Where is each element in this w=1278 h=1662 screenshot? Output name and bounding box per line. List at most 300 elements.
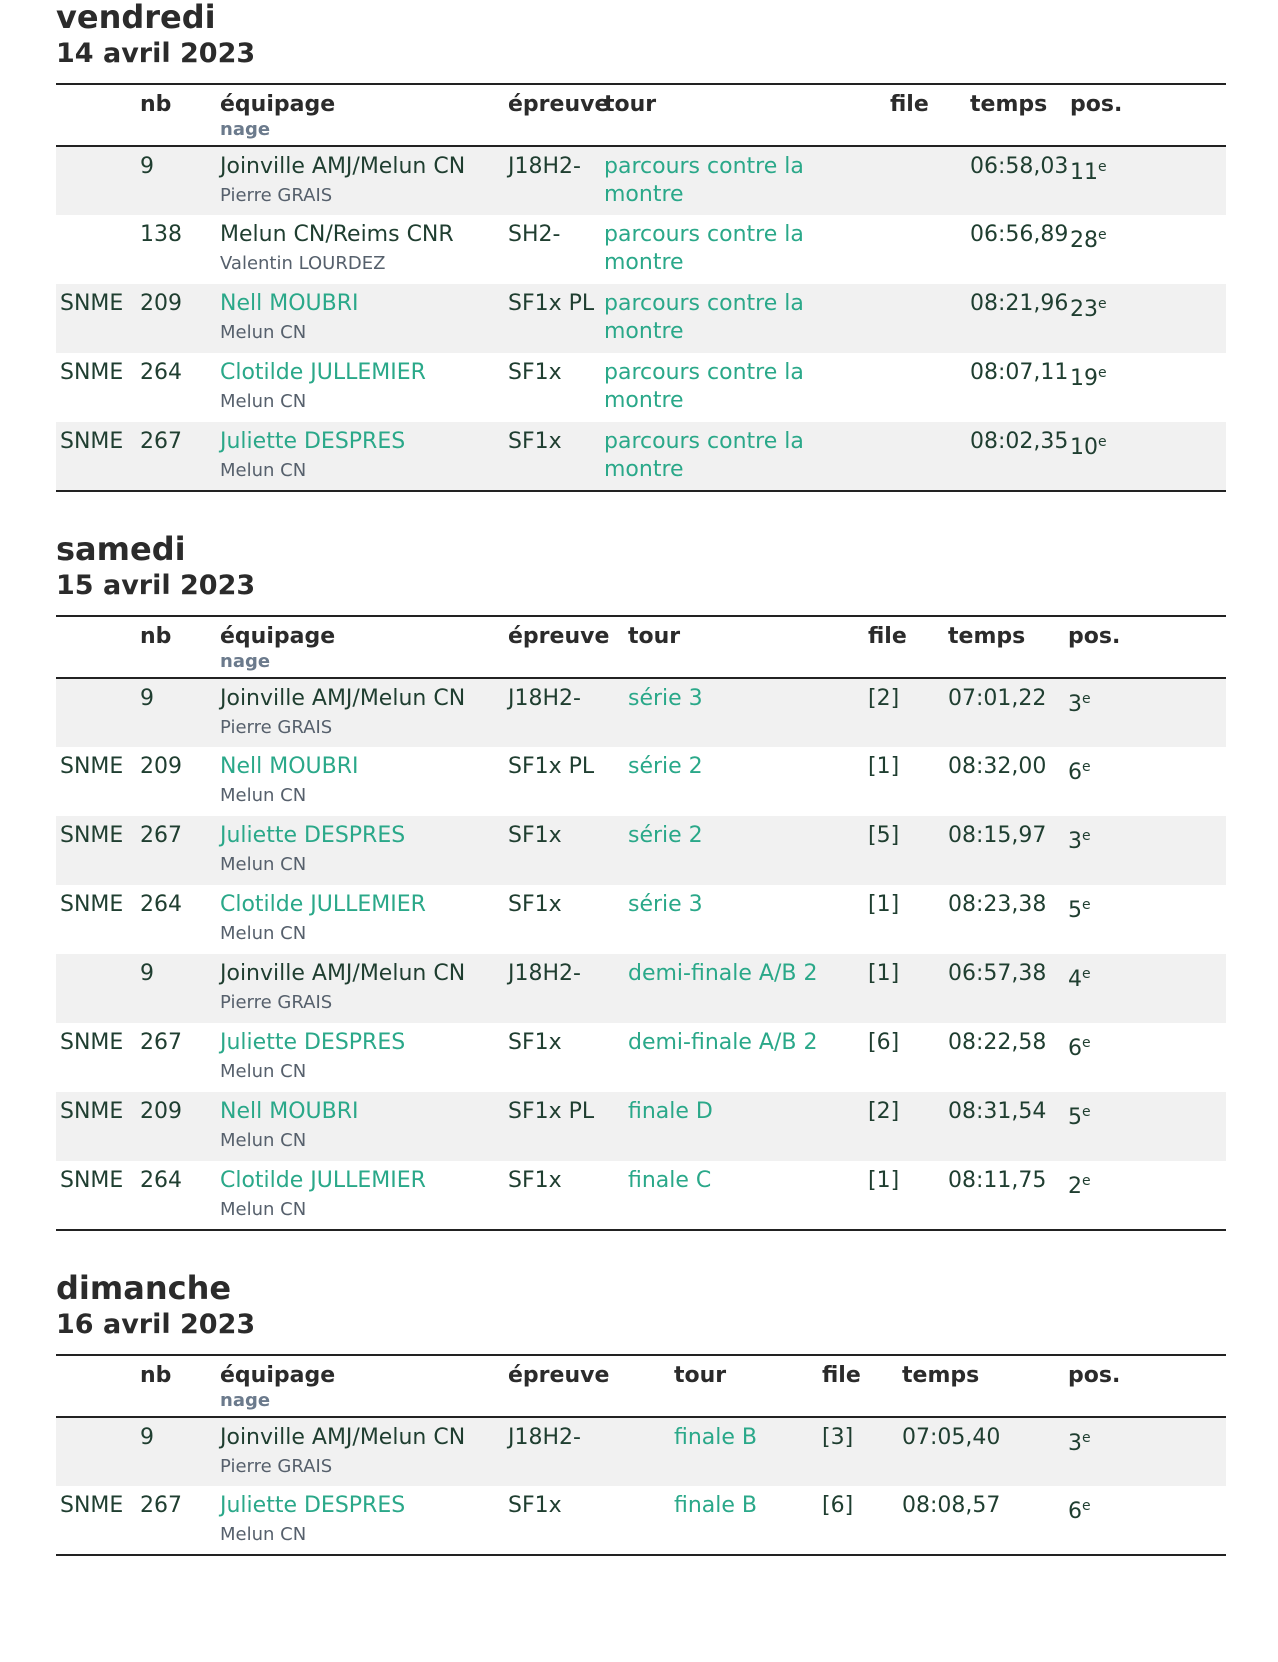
round-link[interactable]: série 3	[628, 686, 703, 711]
position	[1070, 422, 1222, 462]
lane-cell	[818, 1486, 898, 1555]
header-time: temps	[948, 624, 1026, 649]
event-cell	[504, 678, 624, 747]
club-code: SNME	[60, 823, 124, 848]
race-time: 07:01,22	[948, 686, 1047, 711]
crew-link[interactable]: Juliette DESPRES	[220, 429, 406, 454]
header-nb: nb	[140, 92, 172, 117]
bib-number: 267	[140, 1493, 182, 1518]
lane-number: [3]	[822, 1425, 854, 1450]
round-cell	[624, 747, 864, 816]
event-code: SF1x PL	[508, 754, 595, 779]
time-cell	[966, 422, 1069, 491]
lane-cell	[864, 1023, 944, 1092]
event-code: SF1x	[508, 360, 562, 385]
event-code: SF1x	[508, 1493, 562, 1518]
position-value: 11	[1070, 160, 1098, 185]
crew-cell	[216, 1092, 504, 1161]
table-row	[56, 1417, 1226, 1486]
round-cell	[600, 353, 886, 422]
lane-number	[890, 284, 962, 290]
event-code: SF1x PL	[508, 1099, 595, 1124]
time-cell	[966, 146, 1069, 215]
round-link[interactable]: série 3	[628, 892, 703, 917]
club-code: SNME	[60, 429, 124, 454]
lane-number: [5]	[868, 823, 900, 848]
position-cell	[1064, 678, 1226, 747]
position-cell	[1064, 1486, 1226, 1555]
club-code: SNME	[60, 360, 124, 385]
table-row	[56, 747, 1226, 816]
header-lane: file	[890, 92, 929, 117]
position-suffix: e	[1082, 1035, 1091, 1051]
bib-cell	[136, 1417, 216, 1486]
crew-cell	[216, 146, 504, 215]
event-cell	[504, 146, 600, 215]
header-club	[56, 1355, 136, 1417]
round-link[interactable]: demi-finale A/B 2	[628, 1030, 818, 1055]
crew-sub: Pierre GRAIS	[220, 1456, 333, 1477]
crew-cell	[216, 1486, 504, 1555]
header-crew-label: équipage	[220, 1363, 336, 1388]
crew-cell	[216, 215, 504, 284]
bib-cell	[136, 816, 216, 885]
lane-cell	[864, 954, 944, 1023]
day-name: vendredi	[56, 0, 216, 36]
table-row	[56, 422, 1226, 491]
lane-number: [1]	[868, 754, 900, 779]
header-pos: pos.	[1068, 624, 1121, 649]
bib-number: 267	[140, 823, 182, 848]
position	[1068, 954, 1222, 994]
club-code	[60, 147, 132, 153]
crew-cell	[216, 747, 504, 816]
header-club	[56, 84, 136, 146]
crew-cell	[216, 353, 504, 422]
event-code: SF1x	[508, 429, 562, 454]
bib-cell	[136, 954, 216, 1023]
position-value: 23	[1070, 297, 1098, 322]
bib-number: 9	[140, 154, 154, 179]
crew-sub: Pierre GRAIS	[220, 992, 333, 1013]
club-code: SNME	[60, 291, 124, 316]
round-cell	[624, 816, 864, 885]
crew-cell	[216, 678, 504, 747]
round-cell	[600, 284, 886, 353]
event-code: SF1x PL	[508, 291, 595, 316]
round-cell	[670, 1417, 818, 1486]
table-row	[56, 146, 1226, 215]
bib-number: 209	[140, 754, 182, 779]
position-suffix: e	[1098, 159, 1107, 175]
bib-cell	[136, 885, 216, 954]
position	[1068, 1023, 1222, 1063]
position-suffix: e	[1098, 365, 1107, 381]
position-value: 2	[1068, 1174, 1082, 1199]
crew-link[interactable]: Clotilde JULLEMIER	[220, 360, 426, 385]
position	[1070, 147, 1222, 187]
position-value: 5	[1068, 1105, 1082, 1130]
header-crew-label: équipage	[220, 624, 336, 649]
table-row	[56, 1092, 1226, 1161]
crew-name: Joinville AMJ/Melun CN	[220, 961, 466, 986]
bib-cell	[136, 678, 216, 747]
time-cell	[898, 1417, 1064, 1486]
lane-cell	[886, 353, 966, 422]
race-time: 08:02,35	[970, 429, 1069, 454]
round-link[interactable]: parcours contre la montre	[604, 154, 804, 207]
club-cell	[56, 1023, 136, 1092]
race-time: 08:22,58	[948, 1030, 1047, 1055]
bib-number: 264	[140, 1168, 182, 1193]
club-cell	[56, 678, 136, 747]
event-code: J18H2-	[508, 961, 581, 986]
crew-link[interactable]: Nell MOUBRI	[220, 754, 359, 779]
position-cell	[1066, 284, 1226, 353]
header-crew-label: équipage	[220, 92, 336, 117]
table-row	[56, 1023, 1226, 1092]
position-suffix: e	[1082, 691, 1091, 707]
header-crew-sub: nage	[220, 119, 271, 140]
event-code: SF1x	[508, 1168, 562, 1193]
header-crew-sub: nage	[220, 651, 271, 672]
club-cell	[56, 422, 136, 491]
position-cell	[1064, 1417, 1226, 1486]
position	[1068, 885, 1222, 925]
crew-sub: Melun CN	[220, 1061, 307, 1082]
round-link[interactable]: parcours contre la montre	[604, 222, 804, 275]
header-event: épreuve	[508, 1363, 610, 1388]
race-time: 06:56,89	[970, 222, 1069, 247]
position	[1070, 353, 1222, 393]
event-code: J18H2-	[508, 1425, 581, 1450]
table-header-row	[56, 84, 1226, 146]
round-link[interactable]: série 2	[628, 823, 703, 848]
bib-number: 267	[140, 429, 182, 454]
position-value: 5	[1068, 898, 1082, 923]
position-cell	[1064, 1023, 1226, 1092]
round-cell	[624, 885, 864, 954]
club-cell	[56, 1092, 136, 1161]
bib-number: 264	[140, 360, 182, 385]
lane-cell	[818, 1417, 898, 1486]
position	[1068, 1092, 1222, 1132]
table-row	[56, 1486, 1226, 1555]
table-header-row	[56, 616, 1226, 678]
club-code: SNME	[60, 892, 124, 917]
bib-cell	[136, 747, 216, 816]
crew-sub: Melun CN	[220, 785, 307, 806]
lane-number	[890, 353, 962, 359]
round-link[interactable]: parcours contre la montre	[604, 360, 804, 413]
bib-cell	[136, 146, 216, 215]
event-cell	[504, 422, 600, 491]
crew-name: Joinville AMJ/Melun CN	[220, 154, 466, 179]
club-cell	[56, 747, 136, 816]
club-cell	[56, 816, 136, 885]
table-row	[56, 215, 1226, 284]
crew-link[interactable]: Clotilde JULLEMIER	[220, 1168, 426, 1193]
table-row	[56, 353, 1226, 422]
position-value: 19	[1070, 366, 1098, 391]
time-cell	[944, 816, 1064, 885]
position-cell	[1064, 954, 1226, 1023]
race-time: 08:32,00	[948, 754, 1047, 779]
round-cell	[624, 1023, 864, 1092]
position-cell	[1064, 1092, 1226, 1161]
bib-cell	[136, 1486, 216, 1555]
results-body	[56, 146, 1226, 491]
bib-cell	[136, 422, 216, 491]
club-code	[60, 215, 132, 221]
crew-cell	[216, 284, 504, 353]
crew-sub: Melun CN	[220, 322, 307, 343]
club-cell	[56, 1486, 136, 1555]
day-name: dimanche	[56, 1269, 232, 1307]
lane-cell	[886, 146, 966, 215]
position-value: 6	[1068, 1499, 1082, 1524]
event-cell	[504, 1486, 670, 1555]
round-link[interactable]: finale D	[628, 1099, 713, 1124]
crew-sub: Melun CN	[220, 1199, 307, 1220]
position	[1068, 816, 1222, 856]
position-suffix: e	[1098, 227, 1107, 243]
lane-number	[890, 215, 962, 221]
crew-cell	[216, 422, 504, 491]
bib-cell	[136, 284, 216, 353]
event-cell	[504, 215, 600, 284]
position-value: 3	[1068, 1431, 1082, 1456]
position-suffix: e	[1082, 759, 1091, 775]
round-link[interactable]: parcours contre la montre	[604, 291, 804, 344]
round-link[interactable]: parcours contre la montre	[604, 429, 804, 482]
club-code: SNME	[60, 1493, 124, 1518]
club-cell	[56, 885, 136, 954]
bib-number: 138	[140, 222, 182, 247]
header-crew	[216, 84, 504, 146]
club-code: SNME	[60, 1168, 124, 1193]
club-cell	[56, 353, 136, 422]
position-value: 10	[1070, 435, 1098, 460]
round-cell	[624, 1092, 864, 1161]
bib-cell	[136, 1092, 216, 1161]
position	[1068, 1161, 1222, 1201]
position	[1068, 1486, 1222, 1526]
event-cell	[504, 885, 624, 954]
race-time: 06:58,03	[970, 154, 1069, 179]
lane-number	[890, 422, 962, 428]
event-cell	[504, 1417, 670, 1486]
day-section-sunday	[56, 1271, 1226, 1556]
lane-cell	[864, 1092, 944, 1161]
round-cell	[624, 954, 864, 1023]
position-value: 3	[1068, 829, 1082, 854]
lane-number: [1]	[868, 1168, 900, 1193]
crew-cell	[216, 954, 504, 1023]
lane-cell	[864, 816, 944, 885]
lane-cell	[886, 284, 966, 353]
header-lane: file	[822, 1363, 861, 1388]
position	[1070, 284, 1222, 324]
time-cell	[944, 885, 1064, 954]
position-suffix: e	[1082, 1104, 1091, 1120]
lane-cell	[886, 422, 966, 491]
position-cell	[1064, 747, 1226, 816]
club-cell	[56, 284, 136, 353]
crew-link[interactable]: Clotilde JULLEMIER	[220, 892, 426, 917]
results-table	[56, 1354, 1226, 1556]
position	[1070, 215, 1222, 255]
crew-sub: Melun CN	[220, 923, 307, 944]
club-cell	[56, 954, 136, 1023]
race-time: 07:05,40	[902, 1425, 1001, 1450]
crew-link[interactable]: Juliette DESPRES	[220, 823, 406, 848]
club-code	[60, 679, 132, 685]
time-cell	[966, 353, 1069, 422]
club-code: SNME	[60, 1030, 124, 1055]
position-suffix: e	[1082, 897, 1091, 913]
crew-sub: Melun CN	[220, 391, 307, 412]
header-pos: pos.	[1068, 1363, 1121, 1388]
position-value: 6	[1068, 1036, 1082, 1061]
crew-link[interactable]: Juliette DESPRES	[220, 1030, 406, 1055]
event-cell	[504, 954, 624, 1023]
day-date: 16 avril 2023	[56, 1309, 256, 1340]
header-time: temps	[970, 92, 1048, 117]
position-value: 4	[1068, 967, 1082, 992]
position-cell	[1064, 1161, 1226, 1230]
lane-number: [2]	[868, 1099, 900, 1124]
time-cell	[898, 1486, 1064, 1555]
header-event: épreuve	[508, 92, 610, 117]
event-code: SF1x	[508, 823, 562, 848]
position-cell	[1064, 816, 1226, 885]
round-link[interactable]: finale B	[674, 1425, 758, 1450]
time-cell	[944, 1161, 1064, 1230]
results-table	[56, 615, 1226, 1231]
round-link[interactable]: finale B	[674, 1493, 758, 1518]
header-round: tour	[674, 1363, 727, 1388]
position-cell	[1066, 353, 1226, 422]
header-round: tour	[604, 92, 657, 117]
club-cell	[56, 1161, 136, 1230]
position-suffix: e	[1082, 966, 1091, 982]
club-code	[60, 954, 132, 960]
round-link[interactable]: finale C	[628, 1168, 712, 1193]
header-crew-sub: nage	[220, 1390, 271, 1411]
club-code	[60, 1418, 132, 1424]
position-suffix: e	[1098, 296, 1107, 312]
header-crew	[216, 1355, 504, 1417]
crew-link[interactable]: Juliette DESPRES	[220, 1493, 406, 1518]
lane-cell	[864, 678, 944, 747]
race-time: 08:21,96	[970, 291, 1069, 316]
race-time: 06:57,38	[948, 961, 1047, 986]
position	[1068, 1418, 1222, 1458]
header-nb: nb	[140, 624, 172, 649]
crew-link[interactable]: Nell MOUBRI	[220, 291, 359, 316]
header-club	[56, 616, 136, 678]
table-row	[56, 284, 1226, 353]
round-cell	[600, 422, 886, 491]
table-row	[56, 816, 1226, 885]
time-cell	[966, 215, 1069, 284]
crew-sub: Melun CN	[220, 1524, 307, 1545]
event-code: SF1x	[508, 1030, 562, 1055]
crew-cell	[216, 816, 504, 885]
round-cell	[624, 678, 864, 747]
position-cell	[1066, 146, 1226, 215]
race-time: 08:11,75	[948, 1168, 1047, 1193]
day-name: samedi	[56, 530, 186, 568]
table-row	[56, 678, 1226, 747]
lane-number	[890, 147, 962, 153]
race-time: 08:15,97	[948, 823, 1047, 848]
bib-number: 9	[140, 961, 154, 986]
lane-cell	[864, 747, 944, 816]
lane-number: [1]	[868, 961, 900, 986]
round-link[interactable]: série 2	[628, 754, 703, 779]
lane-number: [6]	[822, 1493, 854, 1518]
position-value: 28	[1070, 228, 1098, 253]
table-header-row	[56, 1355, 1226, 1417]
round-link[interactable]: demi-finale A/B 2	[628, 961, 818, 986]
position-cell	[1064, 885, 1226, 954]
position-suffix: e	[1082, 1430, 1091, 1446]
bib-cell	[136, 1023, 216, 1092]
results-table	[56, 83, 1226, 492]
header-event: épreuve	[508, 624, 610, 649]
round-cell	[600, 215, 886, 284]
results-body	[56, 1417, 1226, 1555]
lane-cell	[864, 1161, 944, 1230]
crew-sub: Melun CN	[220, 854, 307, 875]
time-cell	[944, 678, 1064, 747]
bib-number: 9	[140, 686, 154, 711]
bib-number: 209	[140, 291, 182, 316]
event-cell	[504, 816, 624, 885]
day-date: 15 avril 2023	[56, 570, 256, 601]
time-cell	[944, 1092, 1064, 1161]
race-time: 08:23,38	[948, 892, 1047, 917]
crew-name: Joinville AMJ/Melun CN	[220, 1425, 466, 1450]
crew-name: Joinville AMJ/Melun CN	[220, 686, 466, 711]
header-nb: nb	[140, 1363, 172, 1388]
event-cell	[504, 1092, 624, 1161]
club-cell	[56, 1417, 136, 1486]
round-cell	[670, 1486, 818, 1555]
crew-sub: Melun CN	[220, 460, 307, 481]
results-body	[56, 678, 1226, 1230]
position-cell	[1066, 215, 1226, 284]
event-code: SH2-	[508, 222, 561, 247]
table-row	[56, 885, 1226, 954]
crew-sub: Pierre GRAIS	[220, 185, 333, 206]
event-cell	[504, 1023, 624, 1092]
crew-sub: Valentin LOURDEZ	[220, 253, 386, 274]
bib-cell	[136, 1161, 216, 1230]
crew-link[interactable]: Nell MOUBRI	[220, 1099, 359, 1124]
lane-number: [2]	[868, 686, 900, 711]
lane-number: [1]	[868, 892, 900, 917]
round-cell	[624, 1161, 864, 1230]
time-cell	[944, 954, 1064, 1023]
day-date: 14 avril 2023	[56, 38, 256, 69]
bib-cell	[136, 353, 216, 422]
club-code: SNME	[60, 1099, 124, 1124]
race-time: 08:08,57	[902, 1493, 1001, 1518]
bib-number: 209	[140, 1099, 182, 1124]
